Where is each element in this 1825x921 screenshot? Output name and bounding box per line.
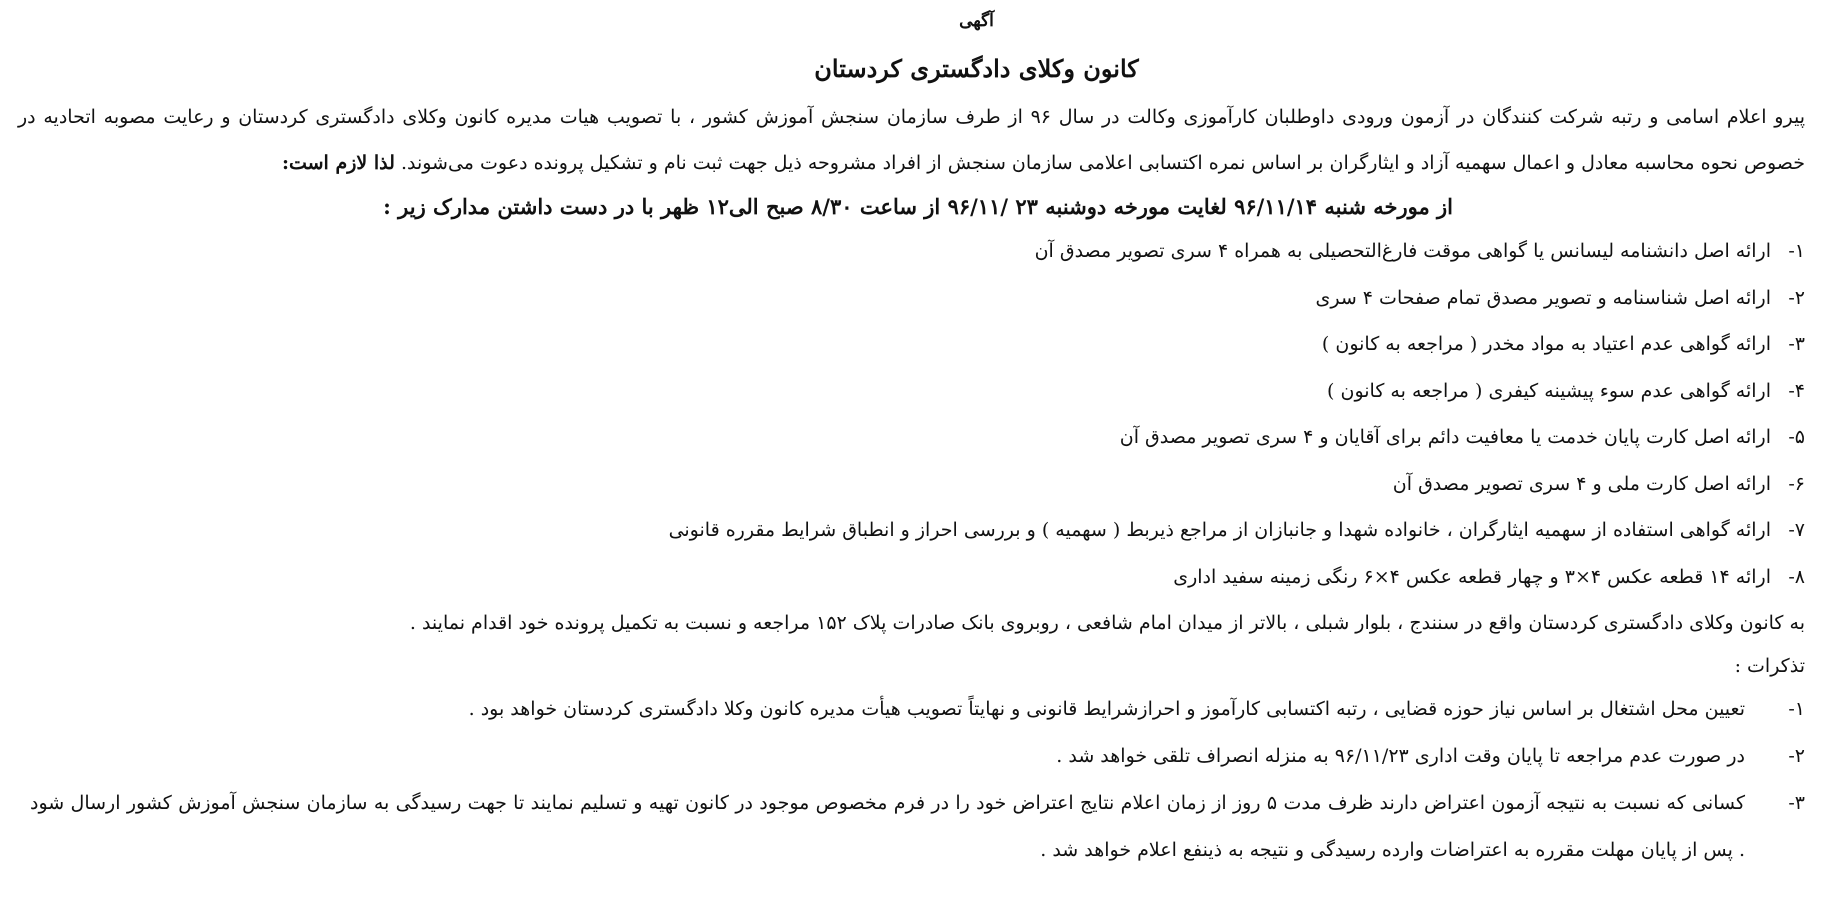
item-text: ارائه گواهی استفاده از سهمیه ایثارگران ، خانواده شهدا و جانبازان از مراجع ذیربط ( سهمیه ) و بررسی احراز و انطباق شرایط مقرره قانونی	[668, 519, 1771, 541]
item-number: ۱-	[1788, 240, 1805, 262]
intro-paragraph	[18, 94, 1805, 186]
note-number: ۳-	[1788, 792, 1805, 814]
notes-heading: تذکرات :	[1734, 655, 1805, 677]
item-text: ارائه اصل دانشنامه لیسانس یا گواهی موقت فارغ‌التحصیلی به همراه ۴ سری تصویر مصدق آن	[1034, 240, 1771, 262]
registration-schedule: از مورخه شنبه ۹۶/۱۱/۱۴ لغایت مورخه دوشنبه ۲۳ /۹۶/۱۱ از ساعت ۸/۳۰ صبح الی۱۲ ظهر با در دست داشتن مدارک زیر :	[383, 194, 1453, 219]
list-item	[18, 368, 1805, 415]
note-text: تعیین محل اشتغال بر اساس نیاز حوزه قضایی ، رتبه اکتسابی کارآموز و احرازشرایط قانونی و نهایتاً تصویب هیأت مدیره کانون وکلا دادگستری کردستان خواهد بود .	[468, 698, 1745, 720]
item-number: ۲-	[1788, 286, 1805, 309]
required-documents-list	[18, 228, 1805, 600]
list-item	[18, 461, 1805, 508]
notes-list	[18, 686, 1805, 874]
item-number: ۴-	[1788, 379, 1805, 402]
list-item	[18, 228, 1805, 275]
list-item	[18, 733, 1805, 780]
list-item	[18, 275, 1805, 322]
list-item	[18, 507, 1805, 554]
note-text: در صورت عدم مراجعه تا پایان وقت اداری ۹۶/۱۱/۲۳ به منزله انصراف تلقی خواهد شد .	[1056, 745, 1745, 767]
intro-text: پیرو اعلام اسامی و رتبه شرکت کنندگان در آزمون ورودی داوطلبان کارآموزی وکالت در سال ۹۶ از طرف سازمان سنجش آموزش کشور ، با تصویب هیات مدیره کانون وکلای دادگستری کردستان و رعایت مصوبه اتحادیه در خصوص نحوه محاسبه معادل و اعمال سهمیه آزاد و ایثارگران بر اساس نمره اکتسابی اعلامی سازمان سنجش از افراد مشروحه ذیل جهت ثبت نام و تشکیل پرونده دعوت می‌شوند.	[18, 106, 1805, 174]
item-text: ارائه گواهی عدم اعتیاد به مواد مخدر ( مراجعه به کانون )	[1321, 333, 1771, 355]
item-number: ۷-	[1788, 519, 1805, 541]
item-text: ارائه اصل کارت ملی و ۴ سری تصویر مصدق آن	[1392, 472, 1771, 495]
list-item	[18, 554, 1805, 601]
list-item	[18, 321, 1805, 368]
note-number: ۱-	[1788, 698, 1805, 720]
item-number: ۳-	[1788, 333, 1805, 355]
list-item	[18, 686, 1805, 733]
notice-label: آگهی	[959, 11, 994, 31]
intro-emphasis: لذا لازم است:	[281, 152, 395, 174]
list-item	[18, 414, 1805, 461]
address-paragraph: به کانون وکلای دادگستری کردستان واقع در سنندج ، بلوار شبلی ، بالاتر از میدان امام شافعی ، روبروی بانک صادرات پلاک ۱۵۲ مراجعه و نسبت به تکمیل پرونده خود اقدام نمایند .	[409, 612, 1805, 634]
item-text: ارائه اصل شناسنامه و تصویر مصدق تمام صفحات ۴ سری	[1315, 286, 1771, 309]
note-text: کسانی که نسبت به نتیجه آزمون اعتراض دارند ظرف مدت ۵ روز از زمان اعلام نتایج اعتراض خود را در فرم مخصوص موجود در کانون تهیه و تسلیم نمایند تا جهت رسیدگی به سازمان سنجش آموزش کشور ارسال شود . پس از پایان مهلت مقرره به اعتراضات وارده رسیدگی و نتیجه به ذینفع اعلام خواهد شد .	[30, 792, 1746, 861]
note-number: ۲-	[1788, 745, 1805, 767]
item-number: ۸-	[1788, 565, 1805, 588]
list-item	[18, 780, 1805, 874]
item-text: ارائه اصل کارت پایان خدمت یا معافیت دائم برای آقایان و ۴ سری تصویر مصدق آن	[1119, 426, 1771, 448]
item-text: ارائه ۱۴ قطعه عکس ۴×۳ و چهار قطعه عکس ۴×۶ رنگی زمینه سفید اداری	[1173, 565, 1771, 588]
item-number: ۶-	[1788, 472, 1805, 495]
item-number: ۵-	[1788, 426, 1805, 448]
page-title: کانون وکلای دادگستری کردستان	[814, 54, 1139, 83]
item-text: ارائه گواهی عدم سوء پیشینه کیفری ( مراجعه به کانون )	[1327, 379, 1771, 402]
